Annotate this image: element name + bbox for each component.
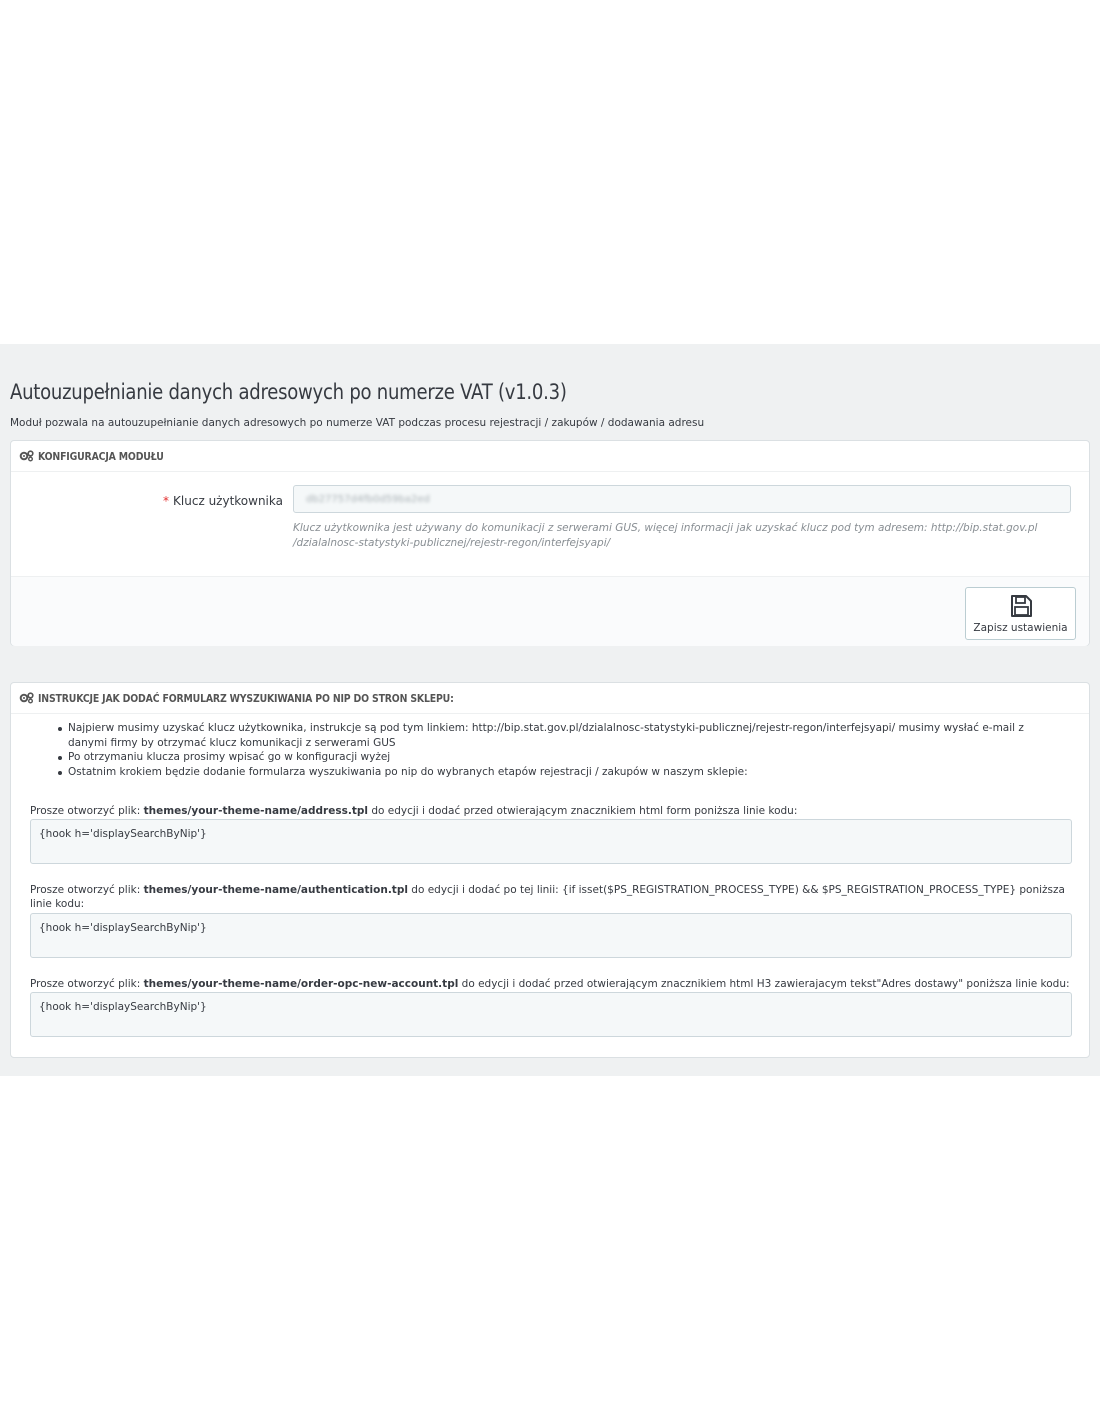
list-item: Ostatnim krokiem będzie dodanie formularza wyszukiwania po nip do wybranych etapów rejestracji / zakupów w naszym sklepie: [68,765,1053,780]
instructions-panel [10,682,1090,1058]
config-panel-footer [11,576,1089,646]
code-snippet-address[interactable]: {hook h='displaySearchByNip'} [30,819,1072,864]
save-settings-label: Zapisz ustawienia [973,622,1068,634]
key-help-text: Klucz użytkownika jest używany do komunikacji z serwerami GUS, więcej informacji jak uzyskać klucz pod tym adresem: http://bip.stat.gov.pl /dzialalnosc-statystyki-publicznej/rejestr-regon/interfejsyapi/ [293,522,1038,549]
step-suffix: do edycji i dodać przed otwierającym znacznikiem html H3 zawierajacym tekst"Adres dostawy" poniższa linie kodu: [458,978,1070,990]
required-marker: * [163,494,170,508]
page-title: Autouzupełnianie danych adresowych po numerze VAT (v1.0.3) [10,380,567,404]
instructions-list [68,721,1053,779]
step-address-text [30,804,1070,818]
step-authentication-text [30,883,1070,911]
config-panel [10,440,1090,646]
cogs-icon [19,450,35,462]
config-panel-title: KONFIGURACJA MODUŁU [38,449,164,463]
step-prefix: Prosze otworzyć plik: [30,884,144,896]
step-suffix: do edycji i dodać przed otwierającym znacznikiem html form poniższa linie kodu: [367,805,798,817]
file-path: themes/your-theme-name/order-opc-new-account.tpl [143,978,459,990]
page-description: Moduł pozwala na autouzupełnianie danych adresowych po numerze VAT podczas procesu rejestracji / zakupów / dodawania adresu [10,417,705,429]
file-path: themes/your-theme-name/address.tpl [143,805,368,817]
step-suffix: do edycji i dodać po tej linii: {if isset($PS_REGISTRATION_PROCESS_TYPE) && $PS_REGISTRATION_PROCESS_TYPE} poniższa linie kodu: [30,884,1065,910]
key-label-text: Klucz użytkownika [173,494,283,508]
user-key-value: db27757d4fb0d59ba2ed [306,494,430,505]
config-panel-header [11,441,1089,472]
key-label [11,494,283,508]
cogs-icon [19,692,35,704]
instructions-panel-title: INSTRUKCJE JAK DODAĆ FORMULARZ WYSZUKIWANIA PO NIP DO STRON SKLEPU: [38,691,454,705]
list-item: Najpierw musimy uzyskać klucz użytkownika, instrukcje są pod tym linkiem: http://bip.stat.gov.pl/dzialalnosc-statystyki-publicznej/rejestr-regon/interfejsyapi/ musimy wysłać e-mail z danymi firmy by otrzymać klucz komunikacji z serwerami GUS [68,721,1053,750]
code-snippet-order-opc[interactable]: {hook h='displaySearchByNip'} [30,992,1072,1037]
file-path: themes/your-theme-name/authentication.tpl [143,884,408,896]
code-snippet-authentication[interactable]: {hook h='displaySearchByNip'} [30,913,1072,958]
save-settings-button[interactable] [965,587,1076,640]
step-order-opc-text [30,977,1070,991]
floppy-disk-icon [1009,594,1033,618]
step-prefix: Prosze otworzyć plik: [30,805,144,817]
list-item: Po otrzymaniu klucza prosimy wpisać go w konfiguracji wyżej [68,750,1053,765]
user-key-input[interactable] [293,485,1071,513]
step-prefix: Prosze otworzyć plik: [30,978,144,990]
instructions-panel-header [11,683,1089,714]
